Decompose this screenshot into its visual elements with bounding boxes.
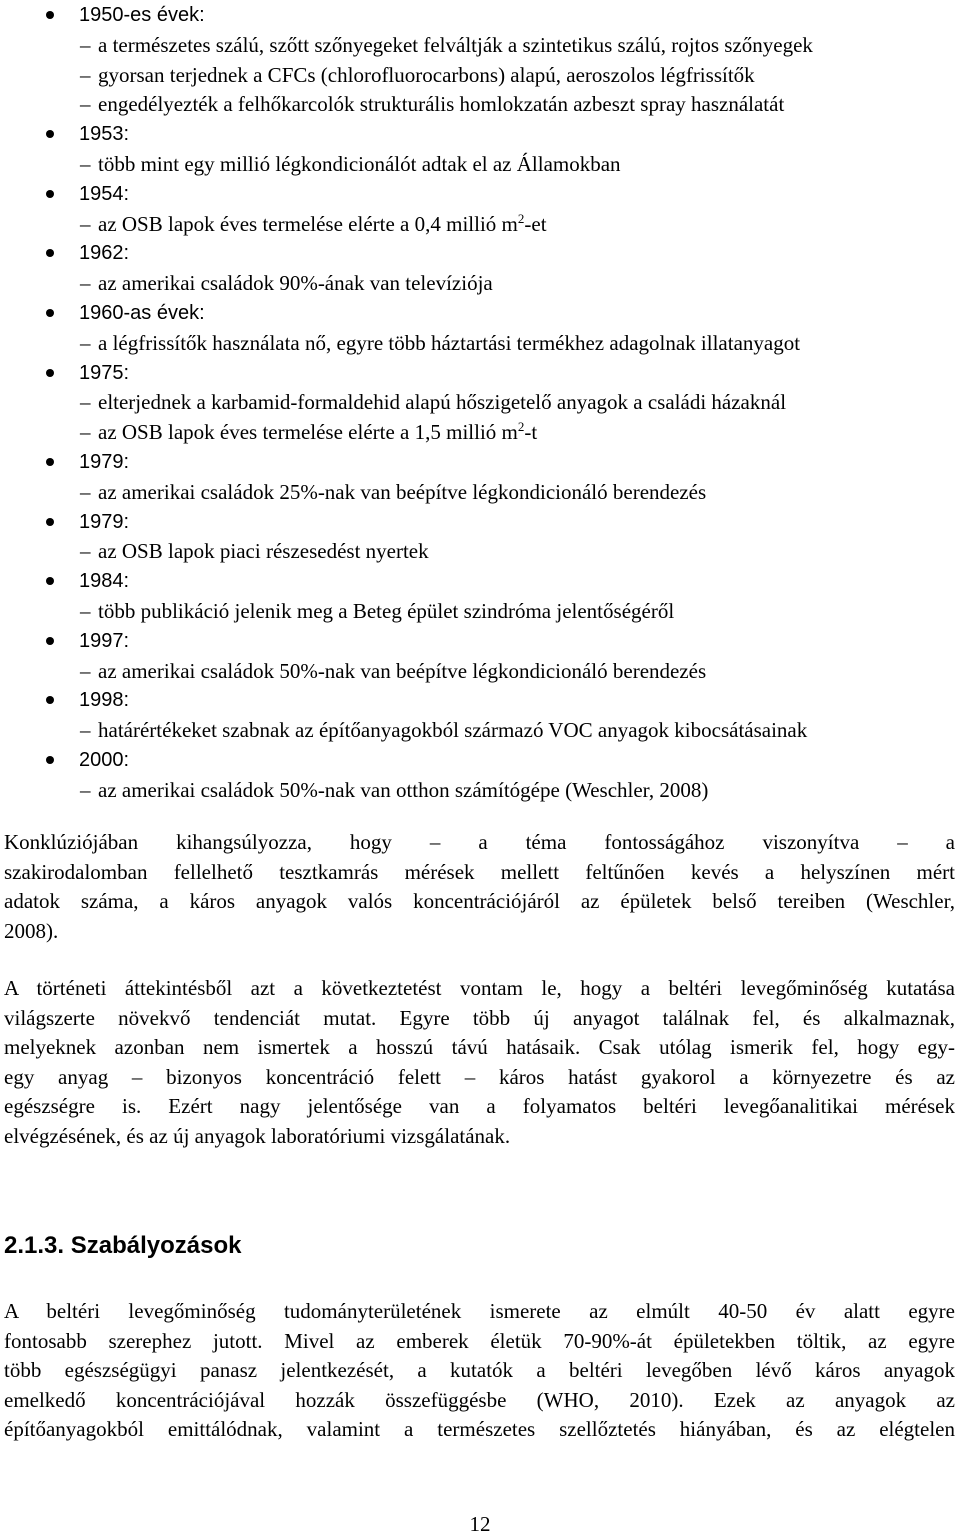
paragraph-line: 2008). bbox=[4, 918, 59, 943]
timeline-event-text bbox=[98, 211, 547, 240]
bullet-icon bbox=[46, 309, 54, 317]
history-summary-paragraph bbox=[4, 974, 955, 1151]
bullet-icon bbox=[46, 190, 54, 198]
timeline-event-text: gyorsan terjednek a CFCs (chlorofluorocarbons) alapú, aeroszolos légfrissítők bbox=[98, 62, 755, 87]
timeline-year: 1998: bbox=[79, 689, 130, 712]
dash-marker: – bbox=[80, 599, 91, 623]
bullet-icon bbox=[46, 11, 54, 19]
dash-marker: – bbox=[80, 62, 91, 87]
timeline-event-text: az OSB lapok piaci részesedést nyertek bbox=[98, 539, 429, 564]
timeline-year: 1975: bbox=[79, 361, 130, 384]
dash-marker: – bbox=[80, 479, 91, 504]
section-heading: 2.1.3. Szabályozások bbox=[4, 1232, 242, 1259]
timeline-year: 1954: bbox=[79, 182, 130, 205]
superscript: 2 bbox=[517, 210, 525, 226]
paragraph-line: egy anyag – bizonyos koncentráció felett – káros hatást gyakorol a környezetre és az bbox=[4, 1064, 955, 1089]
timeline-event-text: az amerikai családok 90%-ának van televíziója bbox=[98, 271, 493, 296]
conclusion-paragraph bbox=[4, 828, 955, 946]
dash-marker: – bbox=[80, 330, 91, 355]
timeline-year: 1979: bbox=[79, 510, 130, 533]
paragraph-line: emelkedő koncentrációjával hozzák összefüggésbe (WHO, 2010). Ezek az anyagok az bbox=[4, 1387, 955, 1412]
dash-marker: – bbox=[80, 390, 91, 415]
bullet-icon bbox=[46, 577, 54, 585]
paragraph-line: több egészségügyi panasz jelentkezését, a kutatók a beltéri levegőben lévő káros anyagok bbox=[4, 1358, 955, 1382]
paragraph-line: adatok száma, a káros anyagok valós koncentrációjáról az épületek belső tereiben (Weschler, bbox=[4, 889, 955, 913]
paragraph-line: A történeti áttekintésből azt a következtetést vontam le, hogy a beltéri levegőminőség kutatása bbox=[4, 976, 955, 1000]
paragraph-line: melyeknek azonban nem ismertek a hosszú távú hatásaik. Csak utólag ismerik fel, hogy egy- bbox=[4, 1035, 955, 1059]
superscript: 2 bbox=[517, 419, 525, 435]
bullet-icon bbox=[46, 130, 54, 138]
bullet-icon bbox=[46, 458, 54, 466]
timeline-year: 1962: bbox=[79, 242, 130, 265]
timeline-event-text: az amerikai családok 50%-nak van beépítve légkondicionáló berendezés bbox=[98, 658, 707, 683]
timeline-event-text: elterjednek a karbamid-formaldehid alapú hőszigetelő anyagok a családi házaknál bbox=[98, 390, 787, 415]
paragraph-line: A beltéri levegőminőség tudományterületének ismerete az elmúlt 40-50 év alatt egyre bbox=[4, 1299, 955, 1323]
paragraph-line: elvégzésének, és az új anyagok laboratóriumi vizsgálatának. bbox=[4, 1123, 511, 1148]
timeline-event-text: az amerikai családok 25%-nak van beépítve légkondicionáló berendezés bbox=[98, 479, 707, 504]
timeline-event-text: a természetes szálú, szőtt szőnyegeket felváltják a szintetikus szálú, rojtos szőnyegek bbox=[98, 32, 813, 57]
dash-marker: – bbox=[80, 658, 91, 683]
bullet-icon bbox=[46, 756, 54, 764]
timeline-event-text: az amerikai családok 50%-nak van otthon számítógépe (Weschler, 2008) bbox=[98, 777, 709, 802]
timeline-event-text: engedélyezték a felhőkarcolók strukturális homlokzatán azbeszt spray használatát bbox=[98, 92, 785, 117]
bullet-icon bbox=[46, 249, 54, 257]
timeline-event-text: határértékeket szabnak az építőanyagokból származó VOC anyagok kibocsátásainak bbox=[98, 718, 808, 743]
timeline-year: 2000: bbox=[79, 749, 130, 771]
timeline-event-text: több mint egy millió légkondicionálót adtak el az Államokban bbox=[98, 152, 621, 176]
dash-marker: – bbox=[80, 420, 91, 445]
dash-marker: – bbox=[80, 271, 91, 296]
paragraph-line: egészségre is. Ezért nagy jelentősége van a folyamatos beltéri levegőanalitikai mérések bbox=[4, 1094, 955, 1118]
event-text-main: az OSB lapok éves termelése elérte a 0,4 millió m bbox=[98, 211, 518, 236]
regulations-paragraph bbox=[4, 1297, 955, 1445]
dash-marker: – bbox=[80, 32, 91, 57]
dash-marker: – bbox=[80, 152, 91, 176]
timeline-year: 1953: bbox=[79, 123, 130, 146]
paragraph-line: építőanyagokból emittálódnak, valamint a természetes szellőztetés hiányában, és az elégtelen bbox=[4, 1417, 955, 1441]
dash-marker: – bbox=[80, 539, 91, 564]
event-text-suffix: -et bbox=[524, 211, 547, 236]
timeline-year: 1960-as évek: bbox=[79, 302, 205, 324]
dash-marker: – bbox=[80, 211, 91, 236]
timeline-event-text: több publikáció jelenik meg a Beteg épület szindróma jelentőségéről bbox=[98, 599, 675, 623]
page-number: 12 bbox=[469, 1512, 491, 1536]
timeline-event-text: a légfrissítők használata nő, egyre több háztartási termékhez adagolnak illatanyagot bbox=[98, 330, 801, 355]
paragraph-line: világszerte növekvő tendenciát mutat. Egyre több új anyagot találnak fel, és alkalmaznak, bbox=[4, 1005, 955, 1030]
paragraph-line: szakirodalomban fellelhető tesztkamrás mérések mellett feltűnően kevés a helyszínen mért bbox=[4, 859, 955, 884]
bullet-icon bbox=[46, 518, 54, 526]
timeline-event-text bbox=[98, 419, 537, 448]
dash-marker: – bbox=[80, 92, 91, 117]
event-text-suffix: -t bbox=[524, 420, 538, 445]
timeline-year: 1984: bbox=[79, 570, 130, 593]
paragraph-line: fontosabb szerephez jutott. Mivel az emberek életük 70-90%-át épületekben töltik, az egyre bbox=[4, 1328, 955, 1353]
timeline-year: 1950-es évek: bbox=[79, 4, 205, 26]
bullet-icon bbox=[46, 369, 54, 377]
timeline-year: 1997: bbox=[79, 629, 130, 652]
paragraph-line: Konklúziójában kihangsúlyozza, hogy – a téma fontosságához viszonyítva – a bbox=[4, 830, 955, 854]
bullet-icon bbox=[46, 696, 54, 704]
event-text-main: az OSB lapok éves termelése elérte a 1,5 millió m bbox=[98, 420, 518, 445]
dash-marker: – bbox=[80, 718, 91, 743]
bullet-icon bbox=[46, 637, 54, 645]
timeline-year: 1979: bbox=[79, 451, 130, 473]
dash-marker: – bbox=[80, 777, 91, 802]
